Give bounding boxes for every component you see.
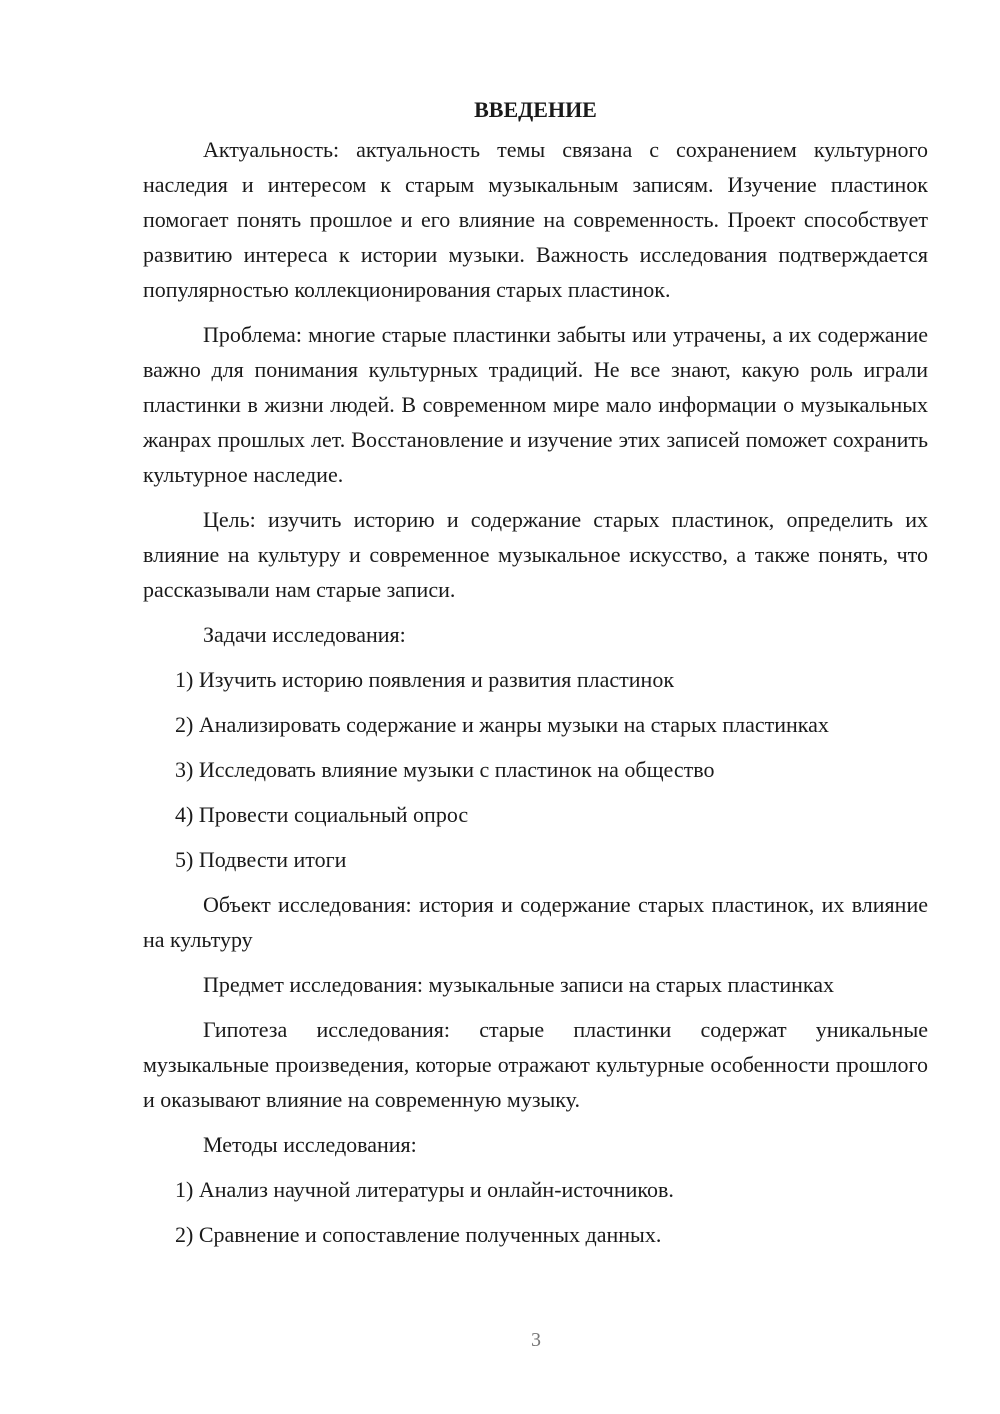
paragraph-hypothesis: Гипотеза исследования: старые пластинки содержат уникальные музыкальные произведения, которые отражают культурные особенности прошлого и оказывают влияние на современную музыку. [143,1017,928,1112]
paragraph-goal: Цель: изучить историю и содержание старых пластинок, определить их влияние на культуру и современное музыкальное искусство, а также понять, что рассказывали нам старые записи. [143,507,928,602]
task-item: 2) Анализировать содержание и жанры музыки на старых пластинках [175,712,829,737]
paragraph-relevance: Актуальность: актуальность темы связана с сохранением культурного наследия и интересом к старым музыкальным записям. Изучение пластинок помогает понять прошлое и его влияние на современность. Проект способствует развитию интереса к истории музыки. Важность исследования подтверждается популярностью коллекционирования старых пластинок. [143,137,928,302]
paragraph-problem: Проблема: многие старые пластинки забыты или утрачены, а их содержание важно для понимания культурных традиций. Не все знают, какую роль играли пластинки в жизни людей. В современном мире мало информации о музыкальных жанрах прошлых лет. Восстановление и изучение этих записей поможет сохранить культурное наследие. [143,322,928,487]
task-item: 4) Провести социальный опрос [175,802,469,827]
methods-title: Методы исследования: [203,1132,417,1157]
task-item: 3) Исследовать влияние музыки с пластинок на общество [175,757,715,782]
page-number: 3 [531,1329,541,1351]
paragraph-object: Объект исследования: история и содержание старых пластинок, их влияние на культуру [143,892,928,952]
section-heading: ВВЕДЕНИЕ [474,97,597,122]
method-item: 2) Сравнение и сопоставление полученных данных. [175,1222,662,1247]
paragraph-subject: Предмет исследования: музыкальные записи на старых пластинках [203,972,835,997]
method-item: 1) Анализ научной литературы и онлайн-источников. [175,1177,674,1202]
document-body [143,92,928,1262]
task-item: 5) Подвести итоги [175,847,347,872]
task-item: 1) Изучить историю появления и развития пластинок [175,667,675,692]
tasks-title: Задачи исследования: [203,622,406,647]
